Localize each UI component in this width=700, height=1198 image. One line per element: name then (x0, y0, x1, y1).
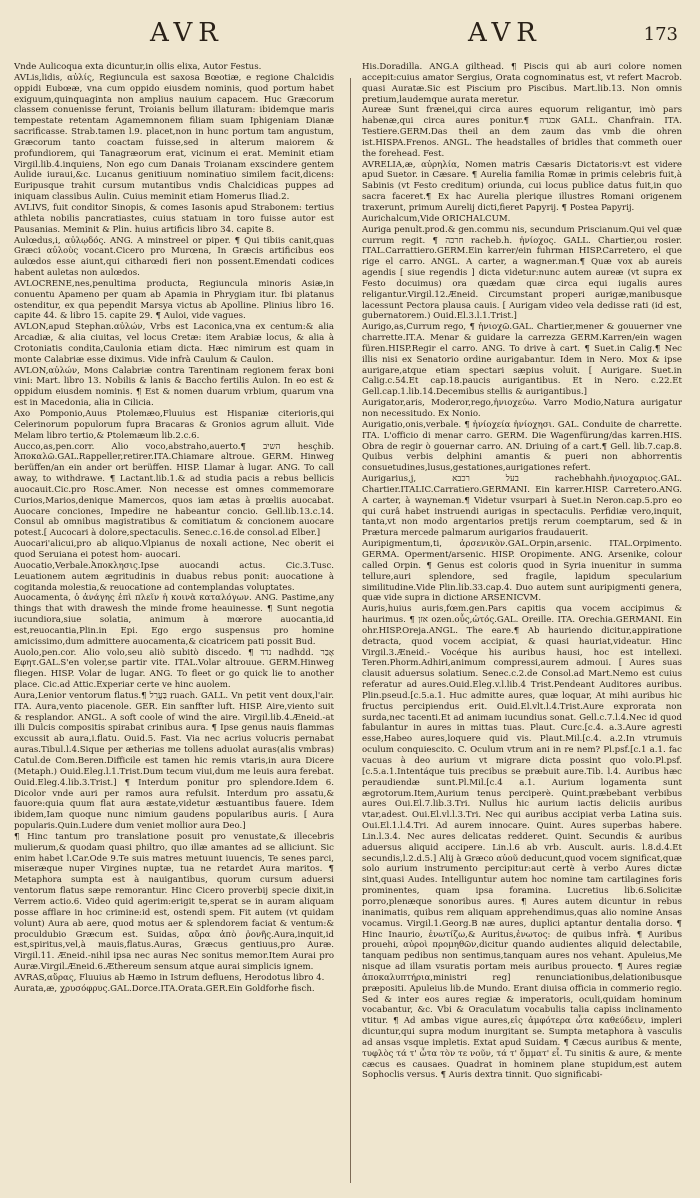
entry-right: Aurichalcum,Vide ORICHALCUM. (362, 213, 511, 224)
entry-left: Aurata,æ, χρυσόφρυς.GAL.Dorce.ITA.Orata.GER.Ein Goldforhe fisch. (14, 983, 315, 994)
entry-left: AVRAS,αὔρας, Fluuius ab Hæmo in Istrum defluens, Herodotus libro 4. (14, 972, 325, 983)
page-header (0, 14, 700, 58)
entry-right: Aureæ Sunt frænei,qui circa aures equorum religantur, imò pars habenæ,qui circa aures ponitur.¶ אבגדה GALL. Chanfrain. ITA. Testiere.GERM.Das theil an dem zaum das vmb die ohren ist.HISPA.Frenos. ANGL. The headstalles of bridles that commeth ouer the forehead. Fest. (362, 105, 682, 159)
entry-right: AVRELIA,æ, αὐρηλία, Nomen matris Cæsaris Dictatoris:vt est videre apud Suetor. in Cæsare. ¶ Aurelia familia Romæ in primis celebris fuit,à Sabinis (vt Festo creditum) oriunda, cui locus publice datus fuit,in quo sacra faceret.¶ Ex hac Aurelia plerique illustres Romani origenem traxerunt, primum Aurelij dicti,fieret Papyrij. ¶ Postea Papyrij. (362, 159, 682, 213)
entry-right: His.Doradilla. ANG.A gilthead. ¶ Piscis qui ab auri colore nomen accepit:cuius amator Sergius, Orata cognominatus est, vt refert Macrob. quasi Auratæ.Sic est Piscium pro Piscibus. Mart.lib.13. Non omnis pretium,laudemque aurata meretur. (362, 62, 682, 105)
entry-left: AVLON,αὐλών, Mons Calabriæ contra Tarentinam regionem ferax boni vini: Mart. libro 13. Nobilis & lanis & Baccho fertilis Aulon. In eo est & oppidum eiusdem nominis. ¶ Est & nomen duarum vrbium, quarum vna est in Macedonia, alia in Cilicia. (14, 365, 334, 409)
page-number: 173 (643, 24, 678, 45)
entry-left: Axo Pomponio,Auus Ptolemæo,Fluuius est Hispaniæ citerioris,qui Celerinorum populorum fupra Bracaras & Gronios agrum alluit. Vide Melam libro tertio,& Ptolemæum lib.2.c.6. (14, 409, 334, 441)
entry-right: Aurigo,as,Currum rego, ¶ ἡνιοχῶ.GAL. Chartier,mener & gouuerner vne charrette.IT.A. Menar & guidare la carrezza GERM.Karren/ein wagen füren.HISP.Regir el carro. ANG. To drive à cart. ¶ Suet.in Calig.¶ Nec illis nisi ex Senatorio ordine aurigabantur. Idem in Nero. Mox & ipse aurigare,atque etiam spectari sæpius voluit. [ Aurigare. Suet.in Calig.c.54.Et cap.18.paucis aurigantibus. Et in Nero. c.22.Et Gell.cap.1.lib.14.Decemibus stellis & aurigantibus.] (362, 322, 682, 398)
entry-left: Auocatio,Verbale.Ἀποκλησις.Ipse auocandi actus. Cic.3.Tusc. Leuationem autem ægritudinis in duabus rebus ponit: auocatione à cogitanda molestia,& reuocatione ad contemplandas voluptates. (14, 560, 334, 593)
entry-right: Auris,huius auris,fœm.gen.Pars capitis qua vocem accipimus & haurimus. ¶ אזן ozen.οὖς,ὠτός.GAL. Oreille. ITA. Orechia.GERMANI. Ein ohr.HISP.Oreja.ANGL. The eare.¶ Ab hauriendo dicitur,appiratione detracta, quod vocem accipiat, & quasi hauriat,videatur. Hinc Virgil.3.Æneid.- Vocéque his auribus hausi, hoc est intellexi. Teren.Phorm.Adhiri,animum compressi,aurem admoui. [ Aures suas clausit aduersus solatium. Senec.c.2.de Consol.ad Mart.Nemo est cuius referatur ad aures.Ouid.Eleg.v.l.lib.4 Trist.Pendeant Auditores auribus. Plin.pseud.[c.5.a.1. Huc admitte aures, quæ loquar, At mihi auribus hic fructus percipiendus erit. Ouid.El.vlt.l.4.Trist.Aure exprorata non surda,nec tacenti.Et ad animam iucundius sonat. Gell.c.7.l.4.Nec id quod fabulantur in aures in mittas tuas. Plaut. Curc.[c.4. a.3.Aure agresti esse,Habeo aures,loquere quid vis. Plaut.Mil.[c.4. a.2.In vtrumuis oculum conquiescito. C. Oculum vtrum ani in re nem? Pl.psf.[c.1 a.1. fac vacuas à deo aurium vt migrare dicta possint quo volo.Pl.psf.[c.5.a.1.Intentáque tuis precibus se præbuit aure.Tib. l.4. Auribus hæc peraudiendæ sunt.Pl.Mil.[c.4 a.1. Aurium logamenta sunt ægrotorum.Item,Aurium tenus perciperè. Quint.præbebant verbibus aures Oui.El.7.lib.3.Tri. Nullus hic aurium iactis deliciis auribus vtar,adest. Oui.El.vl.l.3.Tri. Nec qui auribus accipiat verba Latina suis. Oui.El.1.l.4.Tri. Ad aurem innocare. Quint. Aures superbas habere. Lin.l.3.4. Nec aures delicatas redderet. Quint. Secundis & auribus aduersus aliquid accipere. Lin.l.6 ab vrb. Auscult. auris. l.8.d.4.Et secundis,l.2.d.5.] Alij à Græco αὐοῦ deducunt,quod vocem significat,quæ solo aurium instrumento percipitur:aut certè à verbo Aures dictæ sint,quasi Audes. Intelliguntur autem hoc nomine tam cartilagines foris prominentes, quam ipsa foramina. Lucretius lib.6.Solicitæ porro,plenæque sonoribus aures. ¶ Aures autem dicuntur in rebus inanimatis, quibus rem aliquam apprehendimus,quas alio nomine Ansas vocamus. Virgil.1.Georg.B næ aures, duplici aptantur dentalia dorso. ¶ Hinc Inaurio, ἐνωτίζω,& Auritus,ἐνωτος: de quibus infrà. ¶ Auribus prouehi, αὐροὶ προμηθῶν,dicitur quando audientes aliquid delectabile, tanquam pedibus non sentimus,tanquam aures nos vehant. Apuleius,Me nisque ad illam vsuratis portam meis auribus prouecto. ¶ Aures regiæ ἀποκαλυπτήρια,ministri reg] renunciationibus,delationibusque præpositi. Apuleius lib.de Mundo. Erant diuisa officia in commerio regio. Sed & inter eos aures regiæ & imperatoris, oculi,quidam hominum vocabantur, &c. Vbi & Oraculatum vocabulis talia capiss inclinamento vtitur. ¶ Ad ambas vigue aures,εἰς ἀμφότερα ὦτα καθεύδειν, impleri dicuntur,qui supra modum inurgitant se. Sumpta metaphora à vasculis ad ansas vsque impletis. Extat apud Suidam. ¶ Cæcus auribus & mente, τυφλὸς τά τ' ὦτα τὸν τε νοῦν, τά τ' ὄμματ' εἶ. Tu sinitis & aure, & mente cæcus es causaes. Quadrat in hominem plane stupidum,est autem Sophoclis versus. ¶ Auris dextra tinnit. Quo significabi- (362, 604, 682, 1081)
entry-left: Auocamenta, ὁ ἀνάγης ἐπὶ πλεῖν ἡ κοινὰ καταλόγων. ANG. Pastime,any things that with drawesh the minde frome heauinesse. ¶ Sunt negotia iucundiora,siue solatia, animum à mœrore auocantia,id est,reuocantia,Plin.in Epi. Ego ergo suspensus pro homine amicissimo,dum admittere auocamenta,& cicatricem pati possit Bud. (14, 593, 334, 647)
entry-left: Aulœdus,i, αὐλῳδός. ANG. A minstreel or piper. ¶ Qui tibiis canit,quas Græci αὐλοὺς vocant.Cicero pro Murœna, In Græcis artificibus eos aulœdos esse aiunt,qui citharœdi fieri non possent.Emendati codices habent auletas non aulœdos. (14, 235, 334, 279)
entry-left: Auocari'alicui,pro ab aliquo.Vlpianus de noxali actione, Nec oberit ei quod Seruiana ei potest hom- auocari. (14, 539, 334, 560)
left-column (14, 62, 334, 1182)
entry-right: Aurigarius,j, בעל רכבא rachebhahh.ἡνιοχαριος.GAL. Chartier.ITALIC.Carratiero.GERMANI. Ein karrer.HISP. Carretero.ANG. A carter, à wayneman.¶ Videtur vsurpari à Suet.in Neron.cap.5.pro eo qui curâ habet instruendi aurigas in spectaculis. Perfidiæ vero,inquit, tanta,vt non modo argentarios pretijs rerum coemptarum, sed & in Prætura mercede palmarum aurigarios fraudauerit. (362, 474, 682, 539)
entry-left: AVLis,lidis, αὐλίς, Regiuncula est saxosa Bœotiæ, e regione Chalcidis oppidi Eubœæ, vna cum oppido eiusdem nominis, quod portum habet exiguum,quinquaginta non amplius nauium capacem. Huc Græcorum classem conuenisse ferunt, Troianis bellum illaturam: ibidemque maris tempestate retentam Agamemnonem filiam suam Iphigeniam Dianæ sacrificasse. Strab.tamen l.9. placet,non in hunc portum tam angustum, Græcorum tanto coactam fuisse,sed in alterum maiorem & profundiorem, qui Tanagræorum erat, vicinum ei erat. Meminit etiam Virgil.lib.4.inquiens, Non ego cum Danais Troianam exscindere gentem Aulide iuraui,&c. Lucanus genitiuum nominatiuo similem facit,dicens: Euripusque trahit cursum mutantibus vndis Chalcidicas puppes ad iniquam classibus Aulin. Cuius meminit etiam Homerus Iliad.2. (14, 72, 334, 203)
right-column (362, 62, 682, 1182)
entry-right: Aurigator,aris, Moderor,rego,ἡνιοχεύω. Varro Modio,Natura aurigatur non necessitudo. Ex Nonio. (362, 398, 682, 419)
entry-left: AVLOCRENE,nes,penultima producta, Regiuncula minoris Asiæ,in conuentu Apameno per quam ab Apamia in Phrygiam itur. Ibi platanus ostenditur, ex qua pependit Marsya victus ab Apolline. Plinius libro 16. capite 44. & libro 15. capite 29. ¶ Auloi, vide vagues. (14, 278, 334, 322)
column-divider (350, 78, 351, 1183)
entry-right: Auriga penult.prod.& gen.commu nis, secundum Priscianum.Qui vel quæ currum regit. ¶ חרבה racheb.h. ἡνίοχος. GALL. Chartier,ou rosier. ITAL.Carrattiero.GERM.Ein karrer/ein fuhrman HISP.Carretero, el que rige el carro. ANGL. A carter, a wagner.man.¶ Quæ vox ab aureis agendis [ siue regendis ] dicta videtur:nunc autem aureæ (vt supra ex Festo docuimus) ora quædam quæ circa equi iugalis aures religantur.Virgil.12.Æneid. Circumstant properi aurigæ,manibusque lacessunt Pectora plausa cauis. [ Aurigam video vela dedisse rati (id est, gubernatorem.) Ouid.El.3.l.1.Trist.] (362, 224, 682, 322)
entry-left: AVLIVS, fuit conditor Sinopis, & comes Iasonis apud Strabonem: tertius athleta nobilis pancratiastes, cuius statuam in toro fuisse autor est Pausanias. Meminit & Plin. huius artificis libro 34. capite 8. (14, 202, 334, 235)
entry-left: Aura,Lenior ventorum flatus.¶ בַּעֲרֵל ruach. GALL. Vn petit vent doux,l'air. ITA. Aura,vento piacenole. GER. Ein sanffter luft. HISP. Aire,viento suit & resplandor. ANGL. A soft coole of wind the aire. Virgil.lib.4.Æneid.-at illi Dulcis compositis spirabat crinibus aura. ¶ Ipse genus nauis flammas excussit ab aura,i.flatu. Ouid.5. Fast. Via nec acrius volucris pernabat auras.Tibul.l.4.Sique per ætherias me tollens aduolat auras(alis vmbras) Catul.de Com.Beren.Difficile est tamen hic remis vtaris,in aura Dicere (Metaph.) Ouid.Eleg.l.1.Trist.Dum tecum viui,dum me leuis aura ferebat. Ouid.Eleg.4.lib.3.Trist.] ¶ Interdum ponitur pro splendore.Idem 6. Dicolor vnde auri per ramos aura refulsit. Interdum pro assatu,& fauore:quia quum flat aura æstate,videtur æstuantibus fauere. Idem ibidem,Iam quoque nunc nimium gaudens popularibus auris. [ Aura popularis.Quin.Ludere dum veniet mollior aura Deo.] (14, 690, 334, 832)
running-head-right: AVR (468, 18, 542, 48)
entry-left: Auolo,pen.cor. Alio volo,seu aliò subitò discedo. ¶ נדד nadhdd. אָבַר Εφητ.GAL.S'en voler,se partir vite. ITAL.Volar altrouue. GERM.Hinweg fliegen. HISP. Volar de lugar. ANG. To fleet or go quick lie to another place. Cic.ad Attic.Experiar certe ve hinc auolem. (14, 647, 334, 691)
running-head-left: AVR (150, 18, 224, 48)
entry-right: Auripigmentum,ti, ἀρσενικὸν.GAL.Orpin,arsenic. ITAL.Orpimento. GERMA. Operment/arsenic. HISP. Oropimente. ANG. Arsenike, colour called Orpin. ¶ Genus est coloris quod in Syria inuenitur in summa tellure,auri splendore, sed fragile, lapidum specularium similitudine.Vide Plin.lib.33.cap.4. Duo autem sunt auripigmenti genera, quæ vide supra in dictione ARSENICVM. (362, 539, 682, 604)
entry-right: Aurigatio,onis,verbale. ¶ ἡνίοχεία ἡνίοχησι. GAL. Conduite de charrette. ITA. L'officio di menar carro. GERM. Die Wagenfürung/das karren.HIS. Obra de regir ò gouernar carro. AN. Driuing of a cart.¶ Gell. lib.7.cap.8. Quibus verbis delphini amantis & pueri non abhorrentis consuetudines,lusus,gestationes,aurigationes refert. (362, 419, 682, 474)
entry-left: ¶ Hinc tantum pro translatione posuit pro venustate,& illecebris mulierum,& quodam quasi philtro, quo illæ amantes ad se alliciunt. Sic enim habet l.Car.Ode 9.Te suis matres metuunt iuuencis, Te senes parci, miseræque nuper Virgines nuptæ, tua ne retardet Aura maritos. ¶ Metaphora sumpta est à nauigantibus, quorum cursum aduersi ventorum flatus sæpe remorantur. Hinc Cicero proverbij specie dixit,in Verrem actio.6. Video quid agerim:erigit te,sperat se in auram aliquam posse afflare in hoc crimine:id est, ostendi spem. Fit autem (vt quidam volunt) Aura ab aere, quod motus aer & splendorem faciat & ventum:& proculdubio Græcum est. Suidas, αὔρα ἀπὸ ῥονῆς.Aura,inquit,id est,spiritus,vel,à mauis,flatus.Auras, Græcus gentiuus,pro Auræ. Virgil.11. Æneid.-nihil ipsa nec auras Nec sonitus memor.Item Aurai pro Auræ.Virgil.Æneid.6.Æthereum sensum atque aurai simplicis ignem. (14, 831, 334, 973)
entry-left: Aucco,as,pen.corr. Alio voco,abstraho,auerto.¶ השיב hesçhib. Ἀποκαλῶ.GAL.Rappeller,retirer.ITA.Chiamare altroue. GERM. Hinweg berüffen/an ein ander ort berüffen. HISP. Llamar à lugar. ANG. To call away, to withdrawe. ¶ Lactant.lib.1.& ad studia pacis a rebus bellicis auocauit.Cic.pro Rosc.Amer. Non necesse est omnes commemorare Curios,Marios,denique Mamercos, quos iam ætas à prœliis auocabat. Auocare conciones, Impedire ne habeantur concio. Gell.lib.13.c.14. Consul ab omnibus magistratibus & comitiatum & concionem auocare potest.[ Aucocari à dolore,spectaculis. Senec.c.16.de consol.ad Elber.] (14, 441, 334, 539)
entry-left: AVLON,apud Stephan.αὐλών, Vrbs est Laconica,vna ex centum:& alia Arcadiæ, & alia ciuitas, vel locus Cretæ: item Arabiæ locus, & alia à Crotoniatis condita,Caulonia etiam dicta. Hæc nimirum est quam in monte Calabriæ esse diximus. Vide infrà Caulum & Caulon. (14, 322, 334, 365)
entry-left: Vnde Aulicoqua exta dicuntur,in ollis elixa, Autor Festus. (14, 62, 262, 72)
